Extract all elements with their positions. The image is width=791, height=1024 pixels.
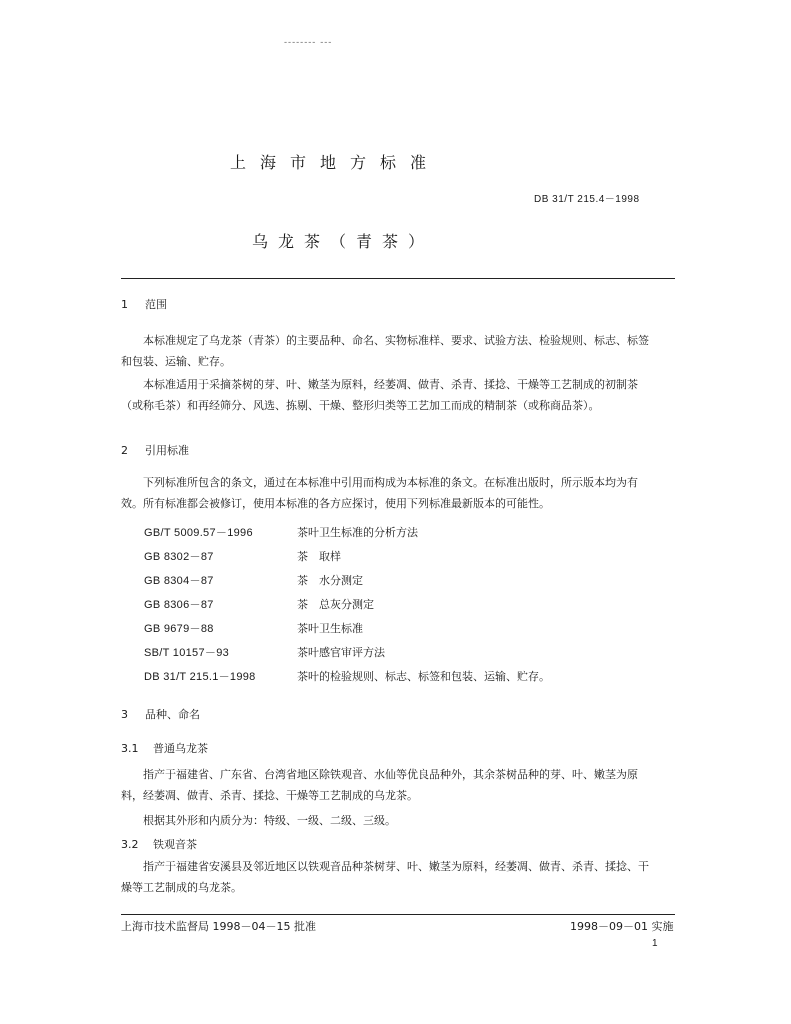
section-title: 引用标准 [145, 444, 189, 457]
page-number: 1 [652, 938, 658, 949]
section-number: 3 [121, 708, 128, 721]
section-title: 品种、命名 [145, 708, 200, 721]
reference-code: GB 9679－88 [144, 623, 214, 635]
reference-code: GB 8304－87 [144, 575, 214, 587]
approval-issuer: 上海市技术监督局 1998－04－15 批准 [121, 920, 316, 933]
subsection-3-2-paragraph-1: 指产于福建省安溪县及邻近地区以铁观音品种茶树芽、叶、嫩茎为原料，经萎凋、做青、杀青、揉捻、干燥等工艺制成的乌龙茶。 [121, 860, 649, 894]
subsection-number: 3.1 [121, 742, 139, 755]
subsection-title: 铁观音茶 [153, 838, 197, 851]
reference-name: 茶 总灰分测定 [297, 598, 374, 611]
section-1-heading [121, 296, 167, 312]
reference-code: GB 8302－87 [144, 551, 214, 563]
reference-code: GB 8306－87 [144, 599, 214, 611]
section-1-paragraph-2: 本标准适用于采摘茶树的芽、叶、嫩茎为原料，经萎凋、做青、杀青、揉捻、干燥等工艺制成的初制茶（或称毛茶）和再经筛分、风选、拣剔、干燥、整形归类等工艺加工而成的精制茶（或称商品茶）。 [121, 378, 638, 412]
section-3-heading [121, 706, 200, 722]
top-divider [121, 278, 675, 279]
reference-code: GB/T 5009.57－1996 [144, 527, 253, 539]
section-1-paragraph-1: 本标准规定了乌龙茶（青茶）的主要品种、命名、实物标准样、要求、试验方法、检验规则、标志、标签和包装、运输、贮存。 [121, 334, 649, 368]
reference-name: 茶 水分测定 [297, 574, 363, 587]
document-title: 乌龙茶（青茶） [252, 232, 435, 251]
reference-name: 茶叶的检验规则、标志、标签和包装、运输、贮存。 [297, 670, 550, 683]
subsection-3-1-paragraph-2: 根据其外形和内质分为：特级、一级、二级、三级。 [143, 814, 396, 827]
reference-name: 茶叶卫生标准 [297, 622, 363, 635]
subsection-3-2-heading [121, 836, 197, 852]
section-2-intro: 下列标准所包含的条文，通过在本标准中引用而构成为本标准的条文。在标准出版时，所示版本均为有效。所有标准都会被修订，使用本标准的各方应探讨，使用下列标准最新版本的可能性。 [121, 476, 638, 510]
bottom-divider [121, 914, 675, 915]
subsection-3-1-heading [121, 740, 208, 756]
reference-name: 茶叶卫生标准的分析方法 [297, 526, 418, 539]
reference-name: 茶 取样 [297, 550, 341, 563]
effective-date: 1998－09－01 实施 [570, 920, 674, 933]
header-mark: -------- --- [284, 38, 333, 48]
section-2-heading [121, 442, 189, 458]
reference-code: SB/T 10157－93 [144, 647, 230, 659]
section-number: 1 [121, 298, 128, 311]
standard-organization: 上海市地方标准 [230, 153, 441, 172]
section-number: 2 [121, 444, 128, 457]
reference-name: 茶叶感官审评方法 [297, 646, 385, 659]
standard-code: DB 31/T 215.4－1998 [534, 194, 640, 205]
subsection-number: 3.2 [121, 838, 139, 851]
reference-code: DB 31/T 215.1－1998 [144, 671, 256, 683]
subsection-title: 普通乌龙茶 [153, 742, 208, 755]
subsection-3-1-paragraph-1: 指产于福建省、广东省、台湾省地区除铁观音、水仙等优良品种外，其余茶树品种的芽、叶、嫩茎为原料，经萎凋、做青、杀青、揉捻、干燥等工艺制成的乌龙茶。 [121, 768, 638, 802]
section-title: 范围 [145, 298, 167, 311]
